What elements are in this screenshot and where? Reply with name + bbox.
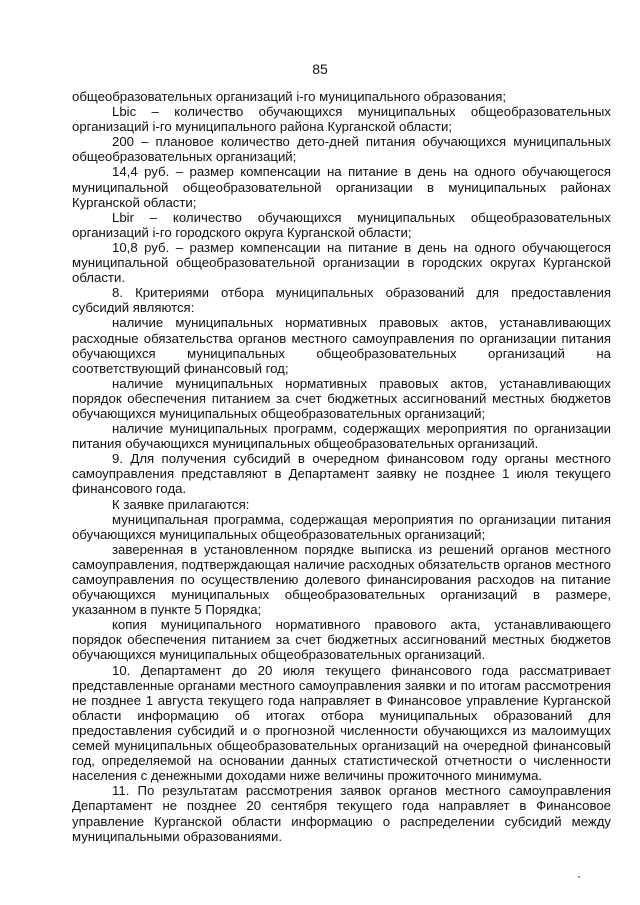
paragraph: наличие муниципальных нормативных правовых актов, устанавливающих расходные обязательства органов местного самоуправления по организации питания обучающихся муниципальных общеобразовательных организаций на соответствующий финансовый год; (72, 315, 611, 376)
paragraph: К заявке прилагаются: (112, 496, 250, 512)
paragraph: копия муниципального нормативного правового акта, устанавливающего порядок обеспечения питанием за счет бюджетных ассигнований местных бюджетов обучающихся муниципальных общеобразовательных организаций. (72, 617, 611, 663)
scan-speck (578, 876, 580, 878)
paragraph: 11. По результатам рассмотрения заявок органов местного самоуправления Департамент не позднее 20 сентября текущего года направляет в Финансовое управление Курганской области информацию о распределении субсидий между муниципальными образованиями. (72, 783, 611, 844)
paragraph: 8. Критериями отбора муниципальных образований для предоставления субсидий являются: (72, 285, 611, 316)
paragraph: наличие муниципальных программ, содержащих мероприятия по организации питания обучающихся муниципальных общеобразовательных организаций. (72, 421, 611, 452)
paragraph: наличие муниципальных нормативных правовых актов, устанавливающих порядок обеспечения питанием за счет бюджетных ассигнований местных бюджетов обучающихся муниципальных общеобразовательных организаций; (72, 375, 611, 421)
paragraph: 14,4 руб. – размер компенсации на питание в день на одного обучающегося муниципальной общеобразовательной организации в муниципальных районах Курганской области; (72, 164, 611, 210)
paragraph: 10,8 руб. – размер компенсации на питание в день на одного обучающегося муниципальной общеобразовательной организации в городских округах Курганской области. (72, 239, 611, 286)
paragraph: 10. Департамент до 20 июля текущего финансового года рассматривает представленные органами местного самоуправления заявки и по итогам рассмотрения не позднее 1 августа текущего года направляет в Финансовое управление Курганской области информацию об итогах отбора муниципальных образований для предоставления субсидий и о прогнозной численности обучающихся из малоимущих семей муниципальных общеобразовательных организаций на очередной финансовый год, определяемой на основании данных статистической отчетности о численности населения с денежными доходами ниже величины прожиточного минимума. (72, 662, 611, 784)
paragraph: 9. Для получения субсидий в очередном финансовом году органы местного самоуправления представляют в Департамент заявку не позднее 1 июля текущего финансового года. (72, 451, 611, 497)
page-number: 85 (312, 61, 328, 77)
paragraph: 200 – плановое количество дето-дней питания обучающихся муниципальных общеобразовательных организаций; (72, 134, 611, 165)
paragraph: Lbic – количество обучающихся муниципальных общеобразовательных организаций i-го муниципального района Курганской области; (72, 104, 611, 135)
paragraph: муниципальная программа, содержащая мероприятия по организации питания обучающихся муниципальных общеобразовательных организаций; (72, 511, 611, 542)
paragraph: Lbir – количество обучающихся муниципальных общеобразовательных организаций i-го городского округа Курганской области; (72, 209, 611, 240)
paragraph: заверенная в установленном порядке выписка из решений органов местного самоуправления, подтверждающая наличие расходных обязательств органов местного самоуправления по осуществлению долевого финансирования расходов на питание обучающихся муниципальных общеобразовательных организаций в размере, указанном в пункте 5 Порядка; (72, 541, 611, 618)
paragraph: общеобразовательных организаций i-го муниципального образования; (72, 89, 507, 104)
document-body (72, 89, 611, 844)
